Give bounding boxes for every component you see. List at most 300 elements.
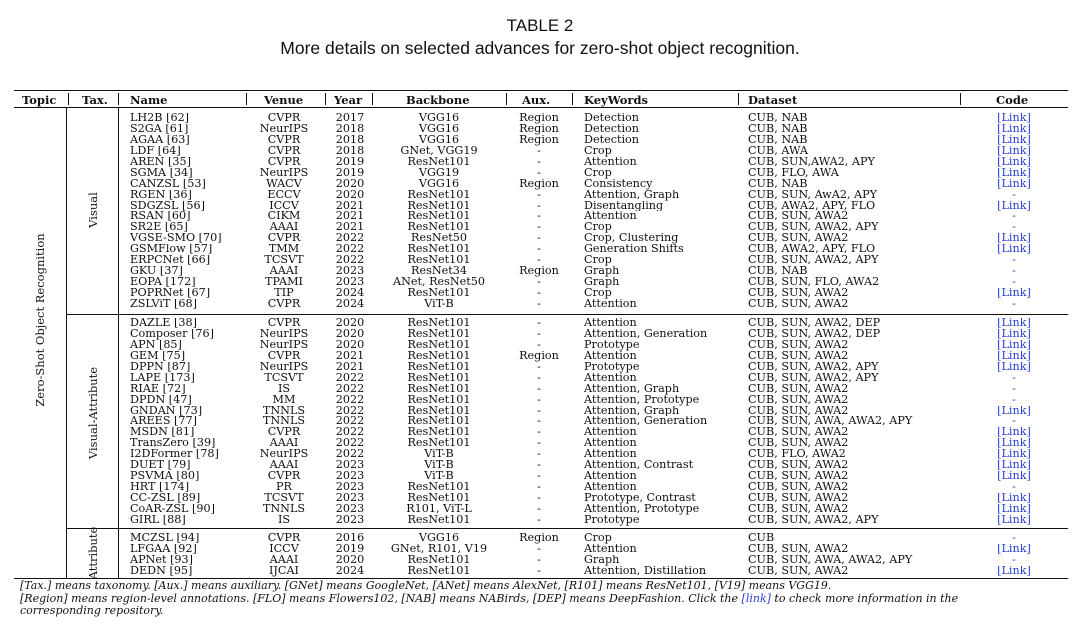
header-topic: Topic xyxy=(22,93,57,107)
code-link[interactable]: [Link] xyxy=(997,244,1031,256)
keywords-cell: Attention xyxy=(584,318,637,329)
dataset-cell: CUB, SUN, AWA2 xyxy=(748,482,849,494)
aux-cell: - xyxy=(537,255,541,267)
dataset-cell: CUB, SUN, AWA2 xyxy=(748,471,849,483)
table-row xyxy=(0,504,1080,515)
backbone-cell: ResNet101 xyxy=(407,318,471,329)
code-link[interactable]: [Link] xyxy=(997,543,1031,555)
backbone-cell: ResNet101 xyxy=(407,350,471,362)
venue-cell: CVPR xyxy=(267,156,301,168)
keywords-cell: Crop xyxy=(584,167,612,179)
keywords-cell: Attention xyxy=(584,482,637,494)
name-cell: CoAR-ZSL [90] xyxy=(130,503,215,515)
year-cell: 2017 xyxy=(335,113,365,124)
aux-cell: - xyxy=(537,233,541,245)
year-cell: 2024 xyxy=(335,565,365,577)
venue-cell: TCSVT xyxy=(264,255,304,267)
code-link[interactable]: [Link] xyxy=(997,134,1031,146)
keywords-cell: Attention xyxy=(584,449,637,461)
keywords-cell: Detection xyxy=(584,123,639,135)
year-cell: 2021 xyxy=(335,222,365,234)
aux-cell: Region xyxy=(519,113,559,124)
keywords-cell: Crop xyxy=(584,533,612,544)
year-cell: 2021 xyxy=(335,211,365,223)
year-cell: 2022 xyxy=(335,233,365,245)
dataset-cell: CUB xyxy=(748,533,775,544)
venue-cell: CVPR xyxy=(267,427,301,439)
year-cell: 2018 xyxy=(335,134,365,146)
year-cell: 2023 xyxy=(335,266,365,278)
year-cell: 2022 xyxy=(335,405,365,417)
backbone-cell: ResNet101 xyxy=(407,288,471,299)
dataset-cell: CUB, SUN, AWA2 xyxy=(748,405,849,417)
dataset-cell: CUB, AWA2, APY, FLO xyxy=(748,200,876,212)
aux-cell: - xyxy=(537,543,541,555)
year-cell: 2023 xyxy=(335,482,365,494)
aux-cell: - xyxy=(537,372,541,384)
name-cell: LAPE [173] xyxy=(130,372,195,384)
name-cell: AGAA [63] xyxy=(130,134,190,146)
year-cell: 2022 xyxy=(335,427,365,439)
name-cell: DUET [79] xyxy=(130,460,191,472)
backbone-cell: ResNet101 xyxy=(407,514,471,526)
name-cell: RSAN [60] xyxy=(130,211,191,223)
keywords-cell: Detection xyxy=(584,113,639,124)
name-cell: TransZero [39] xyxy=(130,438,216,450)
dataset-cell: CUB, SUN, AWA2 xyxy=(748,394,849,406)
code-link[interactable]: [Link] xyxy=(997,405,1031,417)
code-link[interactable]: [Link] xyxy=(997,178,1031,190)
aux-cell: - xyxy=(537,200,541,212)
aux-cell: Region xyxy=(519,123,559,135)
aux-cell: Region xyxy=(519,350,559,362)
name-cell: GEM [75] xyxy=(130,350,186,362)
keywords-cell: Attention xyxy=(584,427,637,439)
footnote-link[interactable]: [link] xyxy=(741,591,771,605)
keywords-cell: Generation Shifts xyxy=(584,244,684,256)
table-row xyxy=(0,222,1080,233)
aux-cell: - xyxy=(537,471,541,483)
footnote-line-1: [Tax.] means taxonomy. [Aux.] means auxiliary. [GNet] means GoogleNet, [ANet] means AlexNet, [R101] means ResNet101, [V19] means VGG19. xyxy=(20,579,832,592)
dataset-cell: CUB, SUN, AWA2 xyxy=(748,503,849,515)
keywords-cell: Attention, Contrast xyxy=(584,460,694,472)
code-cell: - xyxy=(1012,255,1016,267)
aux-cell: - xyxy=(537,318,541,329)
name-cell: PSVMA [80] xyxy=(130,471,200,483)
aux-cell: - xyxy=(537,405,541,417)
venue-cell: CVPR xyxy=(267,471,301,483)
code-link[interactable]: [Link] xyxy=(997,200,1031,212)
code-link[interactable]: [Link] xyxy=(997,449,1031,461)
code-cell: - xyxy=(1012,383,1016,395)
dataset-cell: CUB, NAB xyxy=(748,134,808,146)
code-link[interactable]: [Link] xyxy=(997,288,1031,299)
table-row xyxy=(0,288,1080,299)
keywords-cell: Graph xyxy=(584,554,620,566)
backbone-cell: ResNet101 xyxy=(407,372,471,384)
backbone-cell: GNet, R101, V19 xyxy=(390,543,488,555)
code-link[interactable]: [Link] xyxy=(997,361,1031,373)
name-cell: RIAE [72] xyxy=(130,383,186,395)
header-venue: Venue xyxy=(264,93,304,107)
keywords-cell: Attention xyxy=(584,471,637,483)
year-cell: 2022 xyxy=(335,394,365,406)
header-keywords: KeyWords xyxy=(584,93,648,107)
code-cell: - xyxy=(1012,482,1016,494)
backbone-cell: ResNet101 xyxy=(407,361,471,373)
year-cell: 2023 xyxy=(335,277,365,289)
table-row xyxy=(0,416,1080,427)
code-link[interactable]: [Link] xyxy=(997,318,1031,329)
table-row xyxy=(0,384,1080,395)
year-cell: 2024 xyxy=(335,298,365,310)
venue-cell: PR xyxy=(276,482,292,494)
keywords-cell: Prototype xyxy=(584,514,640,526)
aux-cell: - xyxy=(537,288,541,299)
aux-cell: - xyxy=(537,438,541,450)
venue-cell: CVPR xyxy=(267,134,301,146)
header-aux: Aux. xyxy=(522,93,551,107)
aux-cell: - xyxy=(537,244,541,256)
header-separator xyxy=(960,93,961,105)
backbone-cell: ResNet50 xyxy=(411,233,467,245)
aux-cell: - xyxy=(537,427,541,439)
year-cell: 2022 xyxy=(335,244,365,256)
table-row xyxy=(0,233,1080,244)
dataset-cell: CUB, FLO, AWA xyxy=(748,167,839,179)
backbone-cell: VGG16 xyxy=(418,533,460,544)
venue-cell: CVPR xyxy=(267,233,301,245)
taxonomy-label-visual-attribute: Visual-Attribute xyxy=(86,366,100,460)
aux-cell: Region xyxy=(519,266,559,278)
aux-cell: - xyxy=(537,189,541,201)
table-row xyxy=(0,544,1080,555)
header-separator xyxy=(572,93,573,105)
keywords-cell: Attention xyxy=(584,350,637,362)
group-visual xyxy=(0,113,1080,310)
code-link[interactable]: [Link] xyxy=(997,328,1031,340)
aux-cell: - xyxy=(537,222,541,234)
table-row xyxy=(0,329,1080,340)
aux-cell: - xyxy=(537,416,541,428)
footnote-line-2 xyxy=(20,593,1068,606)
dataset-cell: CUB, SUN, AwA2, APY xyxy=(748,189,878,201)
keywords-cell: Graph xyxy=(584,266,620,278)
dataset-cell: CUB, NAB xyxy=(748,113,808,124)
table-label: TABLE 2 xyxy=(506,16,574,35)
table-row xyxy=(0,460,1080,471)
keywords-cell: Attention, Generation xyxy=(584,328,708,340)
code-link[interactable]: [Link] xyxy=(997,471,1031,483)
keywords-cell: Crop xyxy=(584,255,612,267)
code-link[interactable]: [Link] xyxy=(997,493,1031,504)
dataset-cell: CUB, SUN, AWA2 xyxy=(748,438,849,450)
aux-cell: Region xyxy=(519,533,559,544)
dataset-cell: CUB, SUN, AWA2 xyxy=(748,427,849,439)
group-attribute xyxy=(0,533,1080,577)
keywords-cell: Attention, Prototype xyxy=(584,503,700,515)
table-row xyxy=(0,190,1080,201)
name-cell: SGMA [34] xyxy=(130,167,193,179)
aux-cell: - xyxy=(537,145,541,157)
code-link[interactable]: [Link] xyxy=(997,339,1031,351)
backbone-cell: ViT-B xyxy=(424,471,454,483)
aux-cell: - xyxy=(537,503,541,515)
table-row xyxy=(0,373,1080,384)
table-row xyxy=(0,255,1080,266)
backbone-cell: VGG16 xyxy=(418,123,460,135)
dataset-cell: CUB, SUN, AWA2, APY xyxy=(748,514,879,526)
year-cell: 2021 xyxy=(335,350,365,362)
venue-cell: TNNLS xyxy=(262,503,306,515)
year-cell: 2020 xyxy=(335,328,365,340)
name-cell: GSMFlow [57] xyxy=(130,244,213,256)
name-cell: AREES [77] xyxy=(130,416,198,428)
venue-cell: CVPR xyxy=(267,298,301,310)
backbone-cell: GNet, VGG19 xyxy=(400,145,478,157)
dataset-cell: CUB, SUN, AWA2 xyxy=(748,298,849,310)
backbone-cell: ResNet101 xyxy=(407,493,471,504)
venue-cell: TCSVT xyxy=(264,372,304,384)
code-link[interactable]: [Link] xyxy=(997,123,1031,135)
dataset-cell: CUB, NAB xyxy=(748,266,808,278)
topic-label: Zero-Shot Object Recognition xyxy=(33,233,47,407)
table-row xyxy=(0,533,1080,544)
code-link[interactable]: [Link] xyxy=(997,156,1031,168)
footnote-line-2-tail: to check more information in the xyxy=(774,591,959,605)
code-link[interactable]: [Link] xyxy=(997,460,1031,472)
aux-cell: - xyxy=(537,361,541,373)
dataset-cell: CUB, SUN, AWA2 xyxy=(748,339,849,351)
venue-cell: NeurIPS xyxy=(259,167,309,179)
year-cell: 2023 xyxy=(335,460,365,472)
header-dataset: Dataset xyxy=(748,93,798,107)
venue-cell: TCSVT xyxy=(264,493,304,504)
code-cell: - xyxy=(1012,189,1016,201)
table-row xyxy=(0,449,1080,460)
dataset-cell: CUB, SUN, AWA2, APY xyxy=(748,361,879,373)
venue-cell: CIKM xyxy=(267,211,301,223)
year-cell: 2019 xyxy=(335,156,365,168)
aux-cell: - xyxy=(537,394,541,406)
backbone-cell: ResNet34 xyxy=(411,266,467,278)
aux-cell: - xyxy=(537,277,541,289)
code-cell: - xyxy=(1012,554,1016,566)
year-cell: 2018 xyxy=(335,123,365,135)
header-separator xyxy=(738,93,739,105)
dataset-cell: CUB, SUN, AWA2 xyxy=(748,350,849,362)
aux-cell: - xyxy=(537,167,541,179)
dataset-cell: CUB, SUN, AWA2, DEP xyxy=(748,328,881,340)
code-link[interactable]: [Link] xyxy=(997,167,1031,179)
table-row xyxy=(0,113,1080,124)
code-link[interactable]: [Link] xyxy=(997,233,1031,245)
venue-cell: TNNLS xyxy=(262,416,306,428)
header-name: Name xyxy=(130,93,168,107)
header-separator xyxy=(372,93,373,105)
backbone-cell: VGG16 xyxy=(418,113,460,124)
keywords-cell: Attention, Prototype xyxy=(584,394,700,406)
table-row xyxy=(0,244,1080,255)
table-row xyxy=(0,493,1080,504)
header-separator xyxy=(246,93,247,105)
code-link[interactable]: [Link] xyxy=(997,565,1031,577)
year-cell: 2018 xyxy=(335,145,365,157)
year-cell: 2022 xyxy=(335,416,365,428)
dataset-cell: CUB, SUN, AWA2, APY xyxy=(748,255,879,267)
name-cell: LDF [64] xyxy=(130,145,181,157)
year-cell: 2024 xyxy=(335,288,365,299)
table-row xyxy=(0,406,1080,417)
backbone-cell: ViT-B xyxy=(424,298,454,310)
code-link[interactable]: [Link] xyxy=(997,145,1031,157)
keywords-cell: Attention, Distillation xyxy=(584,565,707,577)
aux-cell: - xyxy=(537,339,541,351)
keywords-cell: Prototype xyxy=(584,361,640,373)
code-link[interactable]: [Link] xyxy=(997,350,1031,362)
backbone-cell: ResNet101 xyxy=(407,255,471,267)
backbone-cell: ResNet101 xyxy=(407,189,471,201)
venue-cell: AAAI xyxy=(269,222,299,234)
venue-cell: NeurIPS xyxy=(259,361,309,373)
code-cell: - xyxy=(1012,533,1016,544)
keywords-cell: Attention xyxy=(584,372,637,384)
name-cell: SDGZSL [56] xyxy=(130,200,205,212)
keywords-cell: Attention, Graph xyxy=(584,189,680,201)
venue-cell: CVPR xyxy=(267,318,301,329)
table-row xyxy=(0,351,1080,362)
keywords-cell: Attention xyxy=(584,211,637,223)
venue-cell: CVPR xyxy=(267,350,301,362)
dataset-cell: CUB, SUN, AWA2 xyxy=(748,565,849,577)
keywords-cell: Prototype, Contrast xyxy=(584,493,696,504)
dataset-cell: CUB, SUN, AWA2, APY xyxy=(748,372,879,384)
table-row xyxy=(0,555,1080,566)
table-row xyxy=(0,471,1080,482)
name-cell: APNet [93] xyxy=(130,554,194,566)
dataset-cell: CUB, SUN, AWA2 xyxy=(748,288,849,299)
keywords-cell: Crop xyxy=(584,288,612,299)
backbone-cell: ViT-B xyxy=(424,449,454,461)
header-code: Code xyxy=(996,93,1029,107)
table-row xyxy=(0,201,1080,212)
code-link[interactable]: [Link] xyxy=(997,113,1031,124)
dataset-cell: CUB, SUN, AWA2 xyxy=(748,383,849,395)
name-cell: ZSLViT [68] xyxy=(130,298,197,310)
aux-cell: Region xyxy=(519,134,559,146)
year-cell: 2023 xyxy=(335,471,365,483)
table-row xyxy=(0,146,1080,157)
dataset-cell: CUB, NAB xyxy=(748,178,808,190)
code-link[interactable]: [Link] xyxy=(997,438,1031,450)
code-cell: - xyxy=(1012,266,1016,278)
name-cell: Composer [76] xyxy=(130,328,215,340)
name-cell: VGSE-SMO [70] xyxy=(130,233,222,245)
venue-cell: TNNLS xyxy=(262,405,306,417)
backbone-cell: ResNet101 xyxy=(407,482,471,494)
backbone-cell: ViT-B xyxy=(424,460,454,472)
backbone-cell: ResNet101 xyxy=(407,427,471,439)
venue-cell: WACV xyxy=(266,178,302,190)
aux-cell: - xyxy=(537,514,541,526)
dataset-cell: CUB, SUN, AWA2 xyxy=(748,493,849,504)
backbone-cell: ResNet101 xyxy=(407,328,471,340)
name-cell: APN [85] xyxy=(130,339,182,351)
keywords-cell: Crop xyxy=(584,145,612,157)
header-year: Year xyxy=(334,93,363,107)
code-link[interactable]: [Link] xyxy=(997,514,1031,526)
venue-cell: AAAI xyxy=(269,438,299,450)
venue-cell: ICCV xyxy=(269,200,299,212)
backbone-cell: ResNet101 xyxy=(407,244,471,256)
venue-cell: MM xyxy=(272,394,296,406)
backbone-cell: ResNet101 xyxy=(407,211,471,223)
name-cell: I2DFormer [78] xyxy=(130,449,219,461)
venue-cell: NeurIPS xyxy=(259,328,309,340)
table-row xyxy=(0,362,1080,373)
venue-cell: CVPR xyxy=(267,113,301,124)
dataset-cell: CUB, SUN, AWA2 xyxy=(748,233,849,245)
table-row xyxy=(0,438,1080,449)
backbone-cell: ResNet101 xyxy=(407,438,471,450)
year-cell: 2020 xyxy=(335,554,365,566)
code-link[interactable]: [Link] xyxy=(997,503,1031,515)
code-cell: - xyxy=(1012,372,1016,384)
dataset-cell: CUB, NAB xyxy=(748,123,808,135)
venue-cell: TIP xyxy=(274,288,294,299)
backbone-cell: ResNet101 xyxy=(407,554,471,566)
code-cell: - xyxy=(1012,394,1016,406)
name-cell: DPDN [47] xyxy=(130,394,192,406)
keywords-cell: Prototype xyxy=(584,339,640,351)
dataset-cell: CUB, FLO, AWA2 xyxy=(748,449,846,461)
year-cell: 2022 xyxy=(335,372,365,384)
year-cell: 2020 xyxy=(335,339,365,351)
year-cell: 2022 xyxy=(335,383,365,395)
aux-cell: - xyxy=(537,565,541,577)
dataset-cell: CUB, SUN, AWA2 xyxy=(748,211,849,223)
year-cell: 2022 xyxy=(335,438,365,450)
table-title: More details on selected advances for zero-shot object recognition. xyxy=(280,38,800,58)
keywords-cell: Attention, Generation xyxy=(584,416,708,428)
aux-cell: - xyxy=(537,493,541,504)
year-cell: 2022 xyxy=(335,255,365,267)
venue-cell: NeurIPS xyxy=(259,449,309,461)
code-link[interactable]: [Link] xyxy=(997,427,1031,439)
backbone-cell: ResNet101 xyxy=(407,416,471,428)
group-separator-rule xyxy=(66,528,1068,529)
backbone-cell: R101, ViT-L xyxy=(406,503,472,515)
venue-cell: AAAI xyxy=(269,460,299,472)
keywords-cell: Crop, Clustering xyxy=(584,233,679,245)
name-cell: MSDN [81] xyxy=(130,427,195,439)
venue-cell: IS xyxy=(277,383,291,395)
name-cell: MCZSL [94] xyxy=(130,533,200,544)
footnote-line-2-text: [Region] means region-level annotations. [FLO] means Flowers102, [NAB] means NABirds, [DEP] means DeepFashion. Click the xyxy=(20,591,739,605)
table-row xyxy=(0,566,1080,577)
year-cell: 2020 xyxy=(335,318,365,329)
top-rule xyxy=(14,90,1068,91)
year-cell: 2020 xyxy=(335,189,365,201)
name-cell: LFGAA [92] xyxy=(130,543,197,555)
venue-cell: TMM xyxy=(268,244,300,256)
table-row xyxy=(0,124,1080,135)
year-cell: 2020 xyxy=(335,178,365,190)
header-separator xyxy=(506,93,507,105)
code-cell: - xyxy=(1012,277,1016,289)
keywords-cell: Attention xyxy=(584,298,637,310)
header-rule xyxy=(14,107,1068,108)
